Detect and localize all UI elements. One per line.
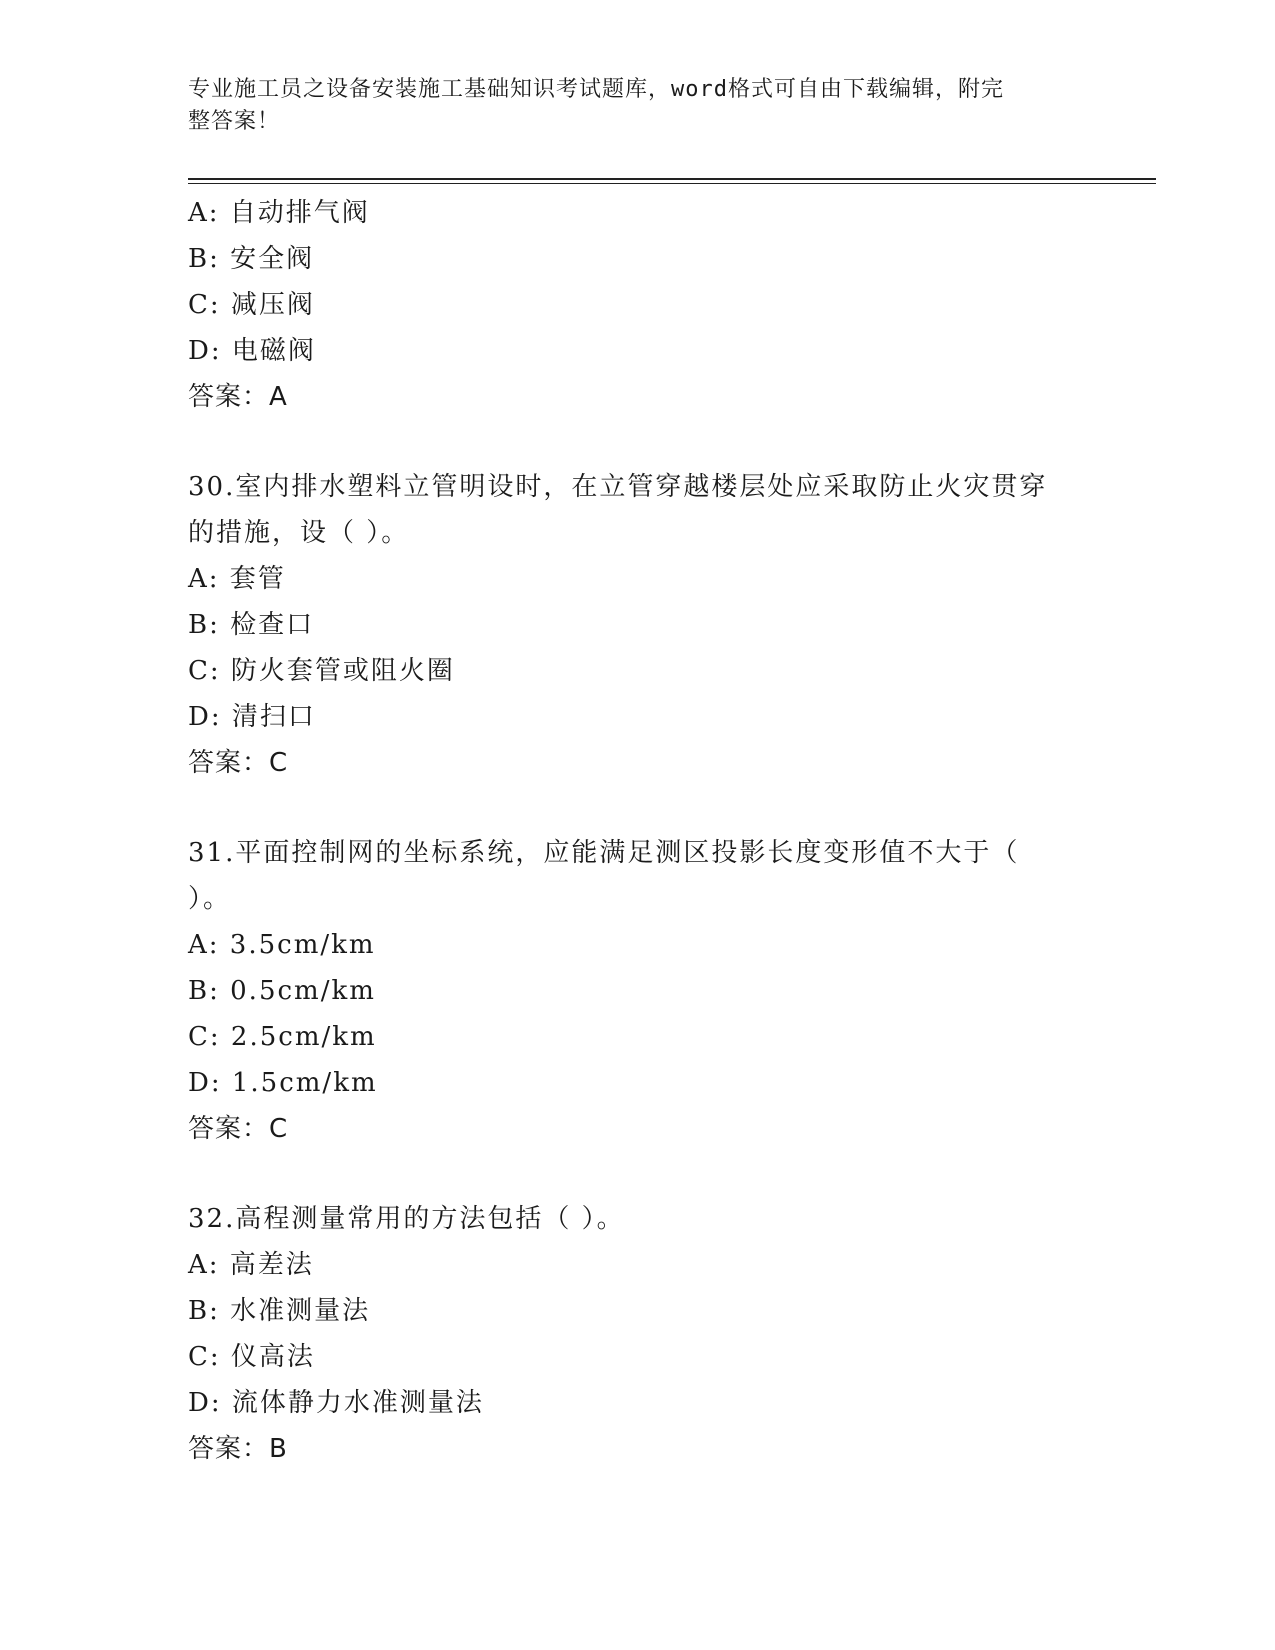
- option-d: D: 清扫口: [188, 702, 316, 732]
- option-a: A: 3.5cm/km: [188, 930, 376, 960]
- header-rule-thin: [188, 183, 1156, 184]
- option-b: B: 0.5cm/km: [188, 976, 376, 1006]
- option-c: C: 仪高法: [188, 1342, 315, 1372]
- option-d: D: 1.5cm/km: [188, 1068, 378, 1098]
- option-c: C: 2.5cm/km: [188, 1022, 377, 1052]
- answer-line: 答案：A: [188, 382, 288, 412]
- answer-line: 答案：B: [188, 1434, 288, 1464]
- option-d: D: 电磁阀: [188, 336, 316, 366]
- option-b: B: 水准测量法: [188, 1296, 371, 1326]
- option-a: A: 高差法: [188, 1250, 314, 1280]
- question-list: [188, 190, 1088, 1472]
- option-a: A: 自动排气阀: [188, 198, 370, 228]
- question-stem: 31.平面控制网的坐标系统，应能满足测区投影长度变形值不大于（ ）。: [188, 838, 1020, 914]
- header-rule-thick: [188, 178, 1156, 180]
- answer-line: 答案：C: [188, 748, 289, 778]
- option-b: B: 检查口: [188, 610, 315, 640]
- question-30: [188, 464, 1088, 786]
- question-29-tail: [188, 190, 1088, 420]
- page-header: 专业施工员之设备安装施工基础知识考试题库，word格式可自由下载编辑，附完 整答案！: [188, 77, 1004, 134]
- option-c: C: 减压阀: [188, 290, 315, 320]
- question-32: [188, 1196, 1088, 1472]
- option-c: C: 防火套管或阻火圈: [188, 656, 455, 686]
- answer-line: 答案：C: [188, 1114, 289, 1144]
- question-stem: 30.室内排水塑料立管明设时，在立管穿越楼层处应采取防止火灾贯穿 的措施，设（ ）。: [188, 472, 1048, 548]
- option-a: A: 套管: [188, 564, 286, 594]
- question-stem: 32.高程测量常用的方法包括（ ）。: [188, 1204, 625, 1234]
- option-b: B: 安全阀: [188, 244, 315, 274]
- question-31: [188, 830, 1088, 1152]
- option-d: D: 流体静力水准测量法: [188, 1388, 484, 1418]
